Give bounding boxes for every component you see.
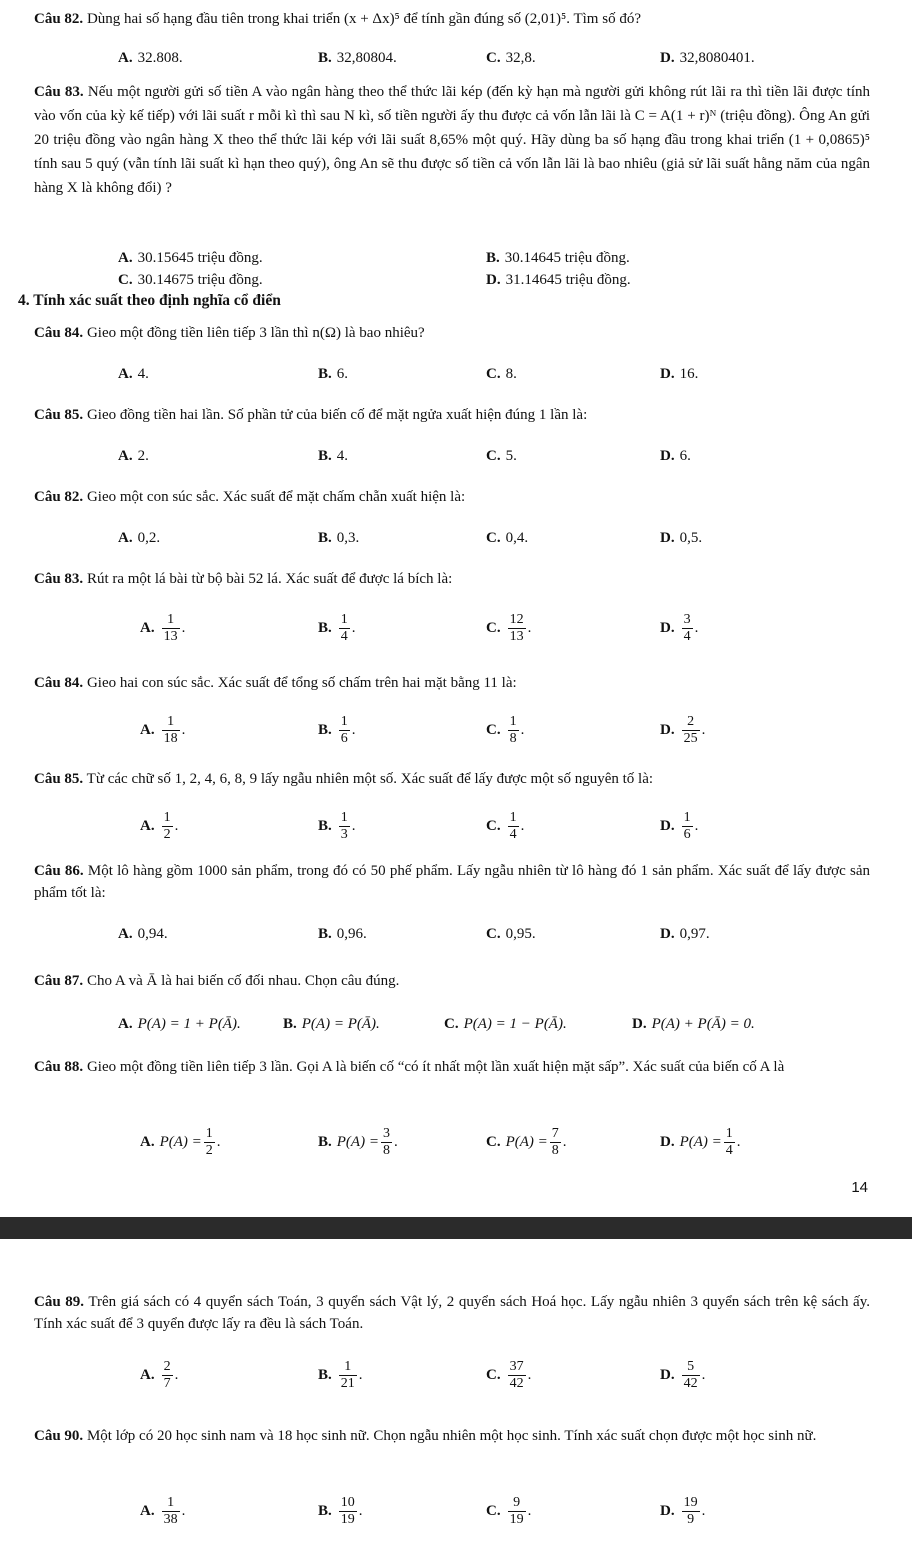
option-d: D. 16.	[660, 366, 699, 382]
question-82a	[34, 8, 870, 30]
question-87: Câu 87. Cho A và Ā là hai biến cố đối nhau. Chọn câu đúng.	[34, 973, 400, 989]
option-c: C. $\frac{12}{13}$ .	[486, 612, 532, 644]
option-c: C. P(A) = $\frac{7}{8}$ .	[486, 1126, 567, 1158]
question-label: Câu 82.	[34, 11, 84, 27]
option-b: B. 0,96.	[318, 926, 367, 942]
option-c: C. 32,8.	[486, 50, 536, 66]
question-88: Câu 88. Gieo một đồng tiền liên tiếp 3 lần. Gọi A là biến cố “có ít nhất một lần xuất hiện mặt sấp”. Xác suất của biến cố A là	[34, 1059, 785, 1075]
option-b: B. $\frac{1}{21}$ .	[318, 1359, 363, 1391]
option-c: C. P(A) = 1 − P(Ā).	[444, 1016, 567, 1032]
option-a: A. $\frac{2}{7}$ .	[140, 1359, 179, 1391]
option-a: A. P(A) = 1 + P(Ā).	[118, 1016, 241, 1032]
option-d: D. $\frac{1}{6}$ .	[660, 810, 699, 842]
option-d: D. $\frac{19}{9}$ .	[660, 1495, 706, 1527]
page-separator	[0, 1217, 912, 1239]
option-b: B. P(A) = P(Ā).	[283, 1016, 380, 1032]
option-a: A. 32.808.	[118, 50, 183, 66]
question-83a	[34, 80, 870, 200]
question-text: Dùng hai số hạng đầu tiên trong khai triển (x + Δx)⁵ để tính gần đúng số (2,01)⁵. Tìm số đó?	[86, 11, 641, 27]
question-85b: Câu 85. Từ các chữ số 1, 2, 4, 6, 8, 9 lấy ngẫu nhiên một số. Xác suất để lấy được một số nguyên tố là:	[34, 771, 654, 787]
question-90: Câu 90. Một lớp có 20 học sinh nam và 18 học sinh nữ. Chọn ngẫu nhiên một học sinh. Tính xác suất chọn được một học sinh nữ.	[34, 1428, 817, 1444]
option-b: B. 6.	[318, 366, 349, 382]
option-a: A. $\frac{1}{18}$ .	[140, 714, 186, 746]
option-d: D. $\frac{2}{25}$ .	[660, 714, 706, 746]
option-c: C. 0,4.	[486, 530, 529, 546]
option-b: B. 0,3.	[318, 530, 360, 546]
option-b: B. 30.14645 triệu đồng.	[486, 250, 630, 266]
option-b: B. $\frac{1}{6}$ .	[318, 714, 356, 746]
page-number: 14	[851, 1179, 868, 1196]
option-c: C. 5.	[486, 448, 517, 464]
page-15	[0, 1239, 912, 1551]
option-c: C. $\frac{9}{19}$ .	[486, 1495, 532, 1527]
question-84a: Câu 84. Gieo một đồng tiền liên tiếp 3 lần thì n(Ω) là bao nhiêu?	[34, 325, 425, 341]
option-c: C. 0,95.	[486, 926, 536, 942]
option-c: C. $\frac{1}{8}$ .	[486, 714, 525, 746]
option-d: D. P(A) = $\frac{1}{4}$ .	[660, 1126, 741, 1158]
option-c: C. $\frac{37}{42}$ .	[486, 1359, 532, 1391]
option-a: A. $\frac{1}{38}$ .	[140, 1495, 186, 1527]
option-d: D. $\frac{3}{4}$ .	[660, 612, 699, 644]
option-a: A. $\frac{1}{13}$ .	[140, 612, 186, 644]
question-89: Câu 89. Trên giá sách có 4 quyển sách Toán, 3 quyển sách Vật lý, 2 quyển sách Hoá học. Lấy ngẫu nhiên 3 quyển sách trên kệ sách ấy. Tính xác suất để 3 quyển được lấy ra đều là sách Toán.	[34, 1294, 870, 1332]
option-c: C. 30.14675 triệu đồng.	[118, 272, 263, 288]
option-d: D. 31.14645 triệu đồng.	[486, 272, 631, 288]
option-a: A. 0,2.	[118, 530, 161, 546]
option-a: A. 30.15645 triệu đồng.	[118, 250, 263, 266]
option-c: C. 8.	[486, 366, 517, 382]
question-86: Câu 86. Một lô hàng gồm 1000 sản phẩm, trong đó có 50 phế phẩm. Lấy ngẫu nhiên từ lô hàng đó 1 sản phẩm. Xác suất để lấy được sản phẩm tốt là:	[34, 863, 870, 901]
question-83b: Câu 83. Rút ra một lá bài từ bộ bài 52 lá. Xác suất để được lá bích là:	[34, 571, 453, 587]
option-a: A. 0,94.	[118, 926, 168, 942]
question-85a: Câu 85. Gieo đồng tiền hai lần. Số phần tử của biến cố để mặt ngửa xuất hiện đúng 1 lần là:	[34, 407, 588, 423]
option-d: D. $\frac{5}{42}$ .	[660, 1359, 706, 1391]
option-c: C. $\frac{1}{4}$ .	[486, 810, 525, 842]
option-b: B. $\frac{1}{3}$ .	[318, 810, 356, 842]
section-heading: 4. Tính xác suất theo định nghĩa cổ điển	[18, 292, 281, 309]
option-d: D. 32,8080401.	[660, 50, 755, 66]
option-b: B. P(A) = $\frac{3}{8}$ .	[318, 1126, 398, 1158]
option-d: D. 0,97.	[660, 926, 710, 942]
option-b: B. 32,80804.	[318, 50, 397, 66]
option-d: D. P(A) + P(Ā) = 0.	[632, 1016, 755, 1032]
question-text: Nếu một người gửi số tiền A vào ngân hàng theo thể thức lãi kép (đến kỳ hạn mà người gửi không rút lãi ra thì tiền lãi được tính vào vốn của kỳ kế tiếp) với lãi suất r mỗi kì thì sau N kì, số tiền người ấy thu được cả vốn lẫn lãi là C = A(1 + r)ᴺ (triệu đồng). Ông An gửi 20 triệu đồng vào ngân hàng X theo thể thức lãi kép với lãi suất 8,65% một quý. Hãy dùng ba số hạng đầu trong khai triển (1 + 0,0865)⁵ tính sau 5 quý (vẫn tính lãi suất kì hạn theo quý), ông An sẽ thu được số tiền cả vốn lẫn lãi là bao nhiêu (giả sử lãi suất hằng năm của ngân hàng X là không đổi) ?	[34, 84, 870, 196]
option-b: B. 4.	[318, 448, 349, 464]
question-label: Câu 83.	[34, 84, 84, 100]
question-84b: Câu 84. Gieo hai con súc sắc. Xác suất để tổng số chấm trên hai mặt bằng 11 là:	[34, 675, 517, 691]
option-a: A. P(A) = $\frac{1}{2}$ .	[140, 1126, 221, 1158]
option-a: A. $\frac{1}{2}$ .	[140, 810, 179, 842]
option-d: D. 0,5.	[660, 530, 703, 546]
option-d: D. 6.	[660, 448, 691, 464]
option-b: B. $\frac{1}{4}$ .	[318, 612, 356, 644]
option-a: A. 2.	[118, 448, 149, 464]
option-b: B. $\frac{10}{19}$ .	[318, 1495, 363, 1527]
question-82b: Câu 82. Gieo một con súc sắc. Xác suất để mặt chấm chẵn xuất hiện là:	[34, 489, 466, 505]
option-a: A. 4.	[118, 366, 149, 382]
